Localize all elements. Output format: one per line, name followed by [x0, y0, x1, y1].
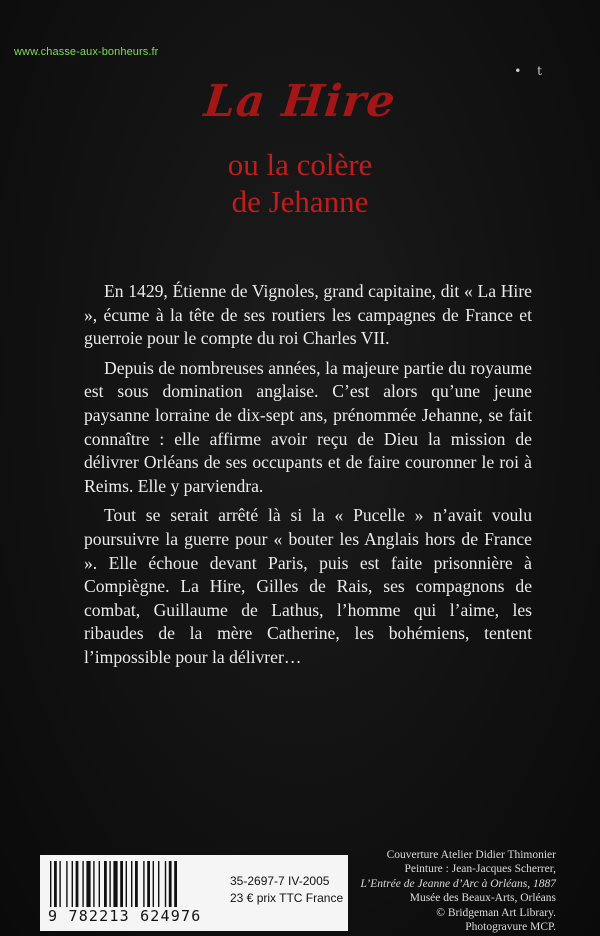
- barcode-bar: [82, 861, 83, 907]
- price-text: 23 € prix TTC France: [230, 891, 344, 905]
- barcode-bar: [72, 861, 73, 907]
- barcode-bar: [76, 861, 79, 907]
- credit-line: Photogravure MCP.: [465, 921, 556, 934]
- credit-line: © Bridgeman Art Library.: [436, 906, 556, 919]
- watermark-text[interactable]: www.chasse-aux-bonheurs.fr: [14, 46, 159, 58]
- corner-marks: • t: [514, 64, 548, 78]
- barcode-bar: [104, 861, 107, 907]
- barcode-bar: [93, 861, 94, 907]
- isbn-number: 9 782213 624976: [48, 907, 202, 925]
- reference-code: 35-2697-7 IV-2005: [230, 874, 330, 888]
- credit-line: Musée des Beaux-Arts, Orléans: [409, 892, 556, 905]
- cover-credits: [296, 848, 556, 934]
- book-subtitle: [0, 146, 600, 220]
- barcode-bar: [147, 861, 150, 907]
- barcode-bar: [50, 861, 51, 907]
- barcode-bar: [54, 861, 57, 907]
- barcode-bar: [86, 861, 90, 907]
- barcode-bar: [153, 861, 154, 907]
- book-title: La Hire: [201, 76, 399, 127]
- credit-line: L’Entrée de Jeanne d’Arc à Orléans, 1887: [360, 877, 556, 890]
- barcode-icon: [48, 861, 224, 907]
- barcode-bar: [126, 861, 127, 907]
- barcode-bar: [165, 861, 166, 907]
- barcode-bar: [99, 861, 100, 907]
- barcode-bar: [120, 861, 123, 907]
- summary-paragraph-3: Tout se serait arrêté là si la « Pucelle » n’avait voulu poursuivre la guerre pour « bouter les Anglais hors de France ». Elle échoue devant Paris, puis est faite prisonnière à Compiègne. La Hire, Gilles de Rais, ses compagnons de combat, Guillaume de Lathus, l’homme qui l’aime, les ribaudes de la mère Catherine, les bohémiens, tentent l’impossible pour la délivrer…: [84, 505, 532, 667]
- barcode-bar: [174, 861, 177, 907]
- barcode-bar: [66, 861, 67, 907]
- summary-paragraph-1: En 1429, Étienne de Vignoles, grand capitaine, dit « La Hire », écume à la tête de ses routiers les campagnes de France et guerroie pour le compte du roi Charles VII.: [84, 281, 532, 349]
- barcode-bar: [169, 861, 172, 907]
- barcode-bar: [113, 861, 117, 907]
- barcode-bar: [135, 861, 138, 907]
- credit-line: Peinture : Jean-Jacques Scherrer,: [404, 863, 556, 876]
- credit-line: Couverture Atelier Didier Thimonier: [386, 849, 556, 861]
- subtitle-line-2: de Jehanne: [231, 184, 369, 219]
- barcode-bar: [59, 861, 60, 907]
- summary-paragraph-2: Depuis de nombreuses années, la majeure partie du royaume est sous domination anglaise. C’est alors qu’une jeune paysanne lorraine de dix-sept ans, prénommée Jehanne, se fait connaître : elle affirme avoir reçu de Dieu la mission de délivrer Orléans de ses occupants et de faire couronner le roi à Reims. Elle y parviendra.: [84, 357, 532, 496]
- barcode-bar: [143, 861, 144, 907]
- barcode-bar: [109, 861, 110, 907]
- barcode-bar: [158, 861, 159, 907]
- subtitle-line-1: ou la colère: [227, 147, 373, 182]
- barcode-bar: [131, 861, 132, 907]
- summary-text: [84, 280, 532, 676]
